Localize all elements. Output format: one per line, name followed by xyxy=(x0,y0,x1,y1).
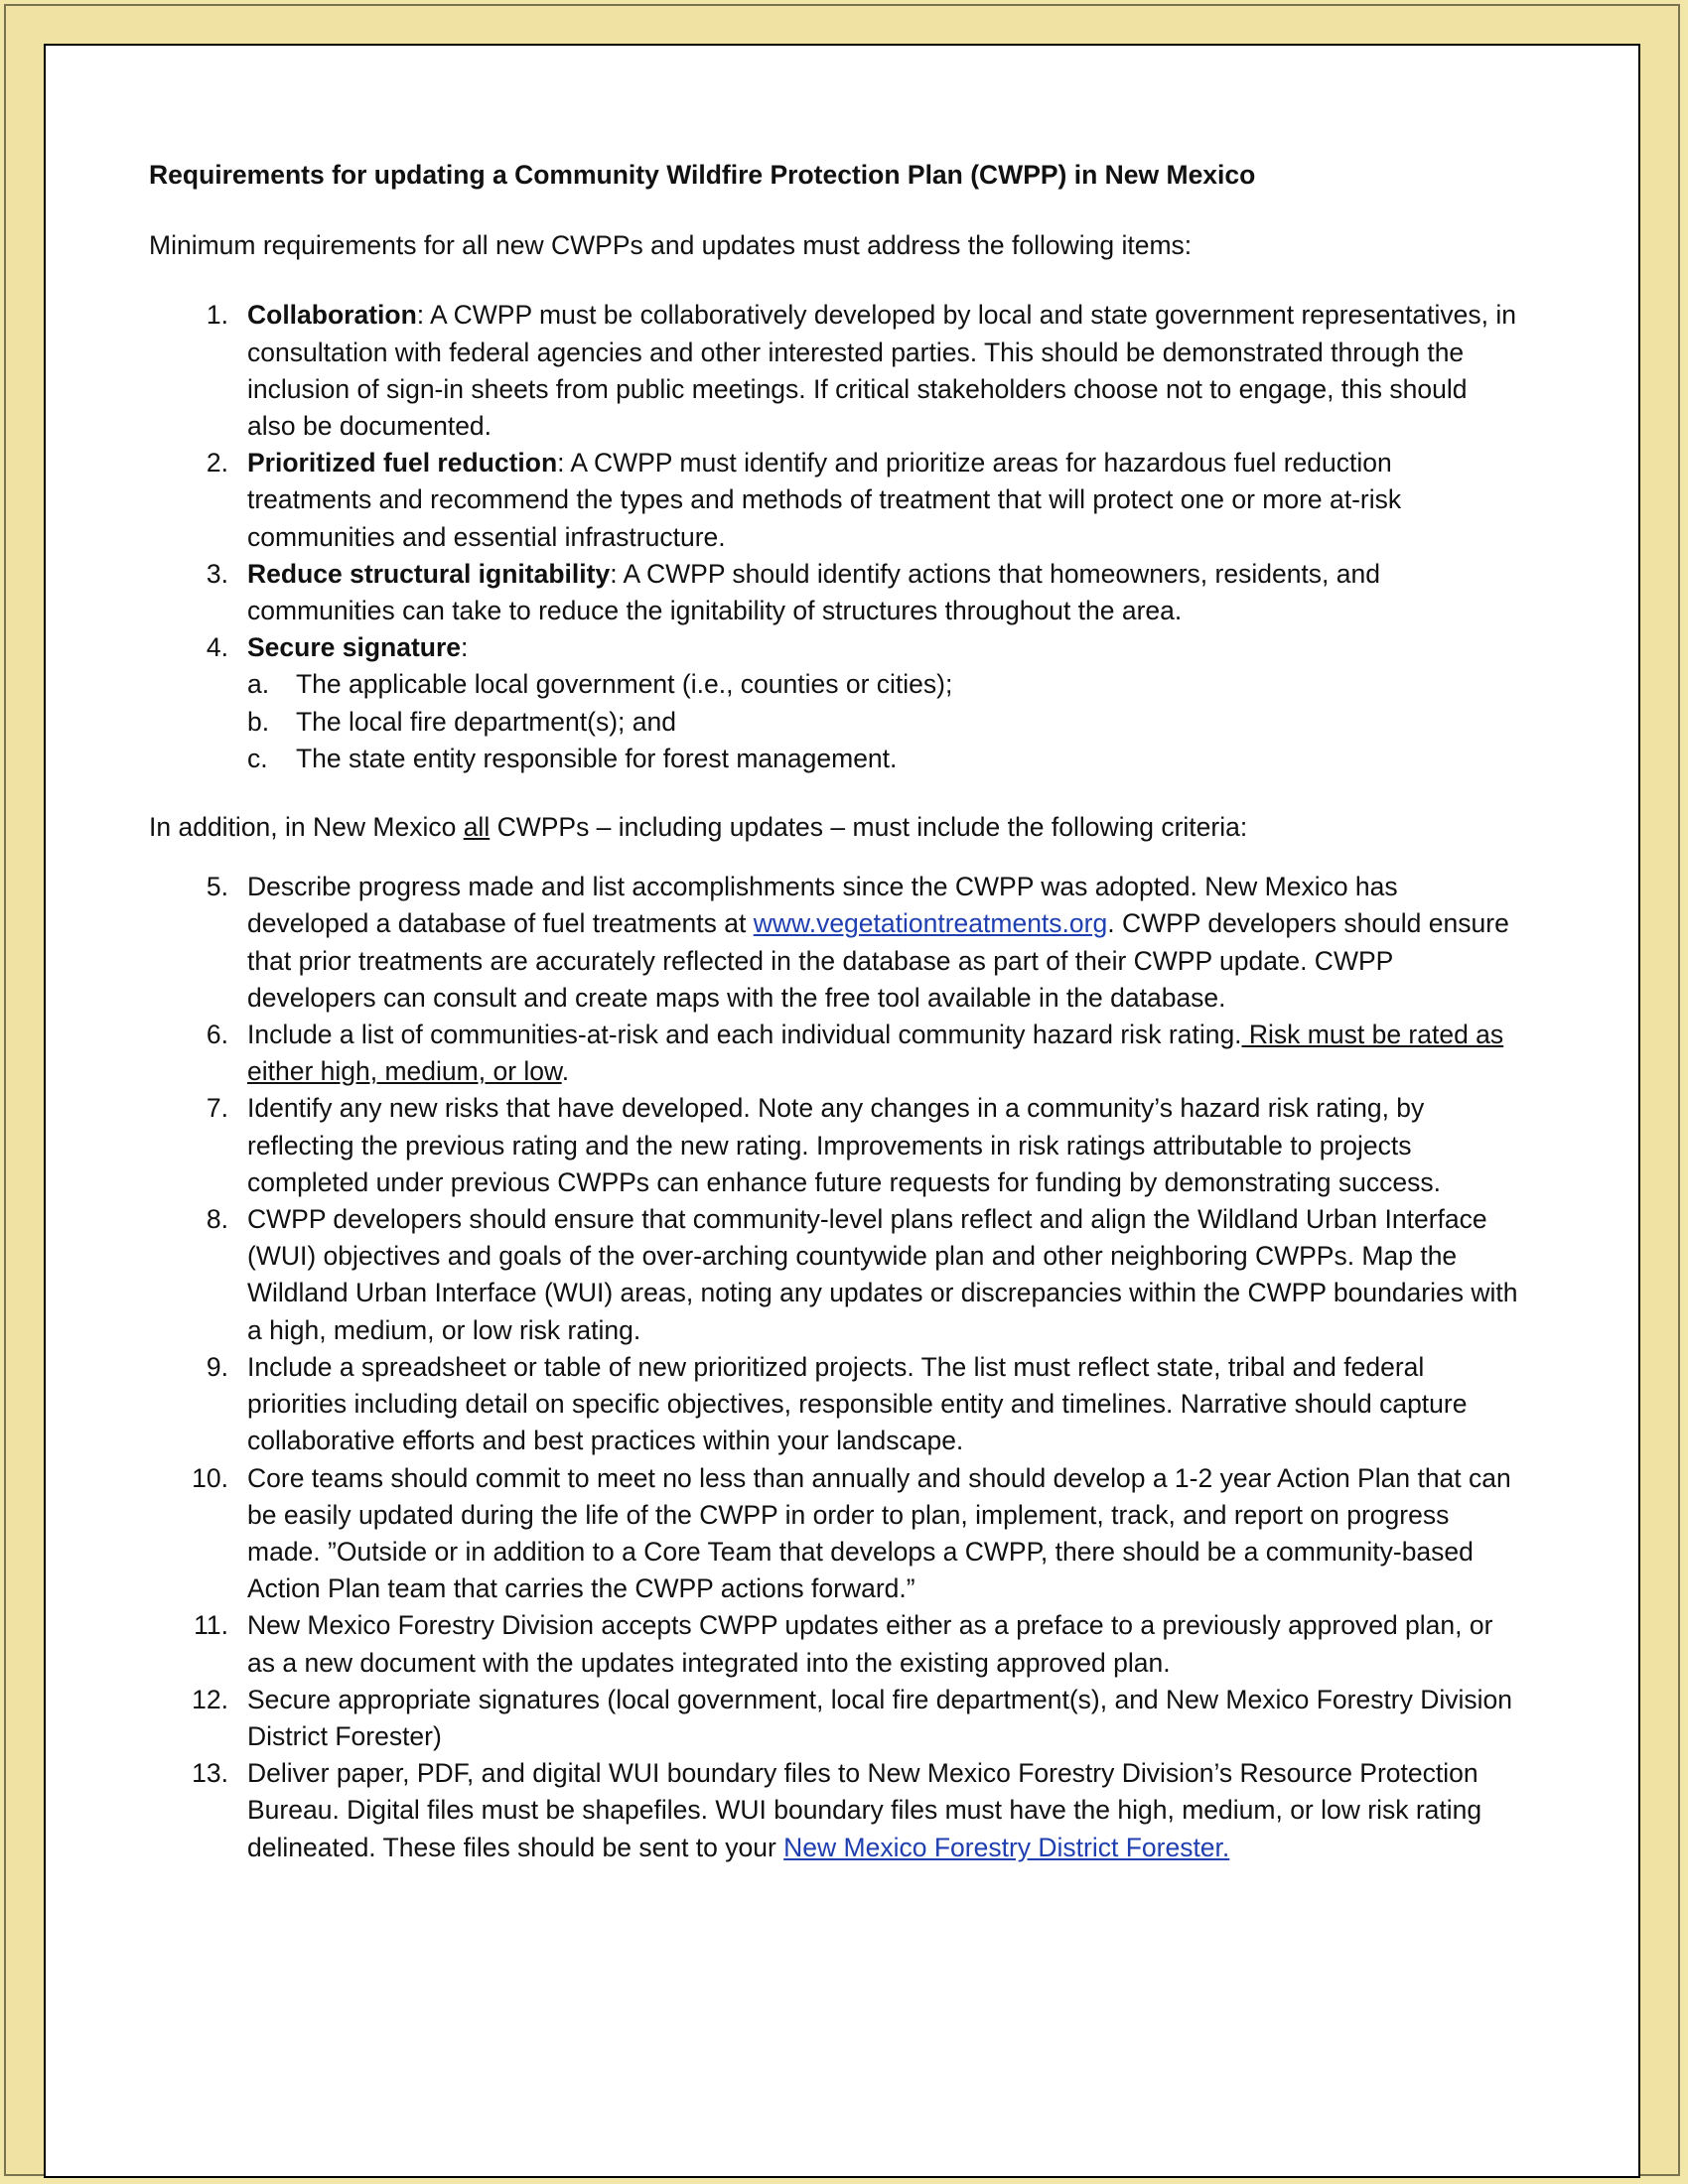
item-number: 2. xyxy=(206,448,228,478)
item-number: 4. xyxy=(206,632,228,663)
item-term: Secure signature xyxy=(247,632,462,663)
sub-item-text: The applicable local government (i.e., counties or cities); xyxy=(296,669,953,700)
item-number: 8. xyxy=(206,1204,228,1235)
item-number: 1. xyxy=(206,300,228,331)
list-item xyxy=(149,1607,1519,1681)
new-mexico-criteria-list xyxy=(149,869,1519,1865)
item-number: 9. xyxy=(206,1351,228,1382)
list-item xyxy=(149,1682,1519,1755)
sub-list-item xyxy=(247,741,1519,777)
sub-item-text: The state entity responsible for forest management. xyxy=(296,743,898,773)
addition-paragraph xyxy=(149,809,1519,846)
list-item xyxy=(149,1755,1519,1866)
document-page xyxy=(44,44,1640,2178)
intro-paragraph: Minimum requirements for all new CWPPs and updates must address the following items: xyxy=(149,230,1193,261)
item-term: Prioritized fuel reduction xyxy=(247,448,558,478)
item-text: Identify any new risks that have developed. Note any changes in a community’s hazard risk rating, by reflecting the previous rating and the new rating. Improvements in risk ratings attributable to projects completed under previous CWPPs can enhance future requests for funding by demonstrating success. xyxy=(247,1093,1441,1197)
item-number: 10. xyxy=(192,1462,228,1493)
list-item xyxy=(149,1460,1519,1608)
item-number: 11. xyxy=(194,1610,228,1641)
item-number: 3. xyxy=(206,558,228,589)
sub-item-letter: c. xyxy=(247,743,268,773)
item-number: 5. xyxy=(206,872,228,902)
addition-text-end: CWPPs – including updates – must include the following criteria: xyxy=(490,812,1248,843)
addition-text-start: In addition, in New Mexico xyxy=(149,812,464,843)
item-text: : A CWPP must identify and prioritize areas for hazardous fuel reduction treatments and recommend the types and methods of treatment that will protect one or more at-risk communities and essential infrastructure. xyxy=(247,448,1402,552)
item-text: : xyxy=(461,632,469,663)
item-text: Include a list of communities-at-risk and each individual community hazard risk rating. xyxy=(247,1020,1242,1050)
item-text-continued: . CWPP developers should ensure that prior treatments are accurately reflected in the database as part of their CWPP update. CWPP developers can consult and create maps with the free tool available in the database. xyxy=(247,908,1509,1013)
sub-list-item xyxy=(247,704,1519,741)
list-item xyxy=(149,556,1519,629)
sub-item-text: The local fire department(s); and xyxy=(296,706,676,737)
risk-rating-underlined-text: Risk must be rated as either high, medium, or low xyxy=(247,1020,1504,1087)
item-text: Describe progress made and list accomplishments since the CWPP was adopted. New Mexico has developed a database of fuel treatments at xyxy=(247,872,1398,939)
item-text-end: . xyxy=(561,1056,570,1087)
item-number: 6. xyxy=(206,1020,228,1050)
list-item xyxy=(149,1201,1519,1349)
item-text: CWPP developers should ensure that community-level plans reflect and align the Wildland Urban Interface (WUI) objectives and goals of the over-arching countywide plan and other neighboring CWPPs. Map the Wildland Urban Interface (WUI) areas, noting any updates or discrepancies within the CWPP boundaries with a high, medium, or low risk rating. xyxy=(247,1204,1518,1345)
vegetation-treatments-link[interactable]: www.vegetationtreatments.org xyxy=(753,908,1108,939)
sub-item-letter: a. xyxy=(247,669,270,700)
sub-item-letter: b. xyxy=(247,706,270,737)
addition-underlined-word: all xyxy=(463,812,491,843)
signature-sublist xyxy=(247,666,1519,777)
list-item xyxy=(149,1349,1519,1460)
list-item xyxy=(149,445,1519,556)
document-title: Requirements for updating a Community Wildfire Protection Plan (CWPP) in New Mexico xyxy=(149,160,1256,190)
list-item xyxy=(149,1090,1519,1201)
item-text: New Mexico Forestry Division accepts CWPP updates either as a preface to a previously approved plan, or as a new document with the updates integrated into the existing approved plan. xyxy=(247,1610,1493,1678)
item-text: : A CWPP must be collaboratively developed by local and state government representatives, in consultation with federal agencies and other interested parties. This should be demonstrated through the inclusion of sign-in sheets from public meetings. If critical stakeholders choose not to engage, this should also be documented. xyxy=(247,300,1517,442)
minimum-requirements-list xyxy=(149,297,1519,777)
sub-list-item xyxy=(247,666,1519,703)
list-item xyxy=(149,297,1519,445)
item-text: Deliver paper, PDF, and digital WUI boundary files to New Mexico Forestry Division’s Resource Protection Bureau. Digital files must be shapefiles. WUI boundary files must have the high, medium, or low risk rating delineated. These files should be sent to your xyxy=(247,1758,1482,1862)
item-text: Core teams should commit to meet no less than annually and should develop a 1-2 year Action Plan that can be easily updated during the life of the CWPP in order to plan, implement, track, and report on progress made. ”Outside or in addition to a Core Team that develops a CWPP, there should be a community-based Action Plan team that carries the CWPP actions forward.” xyxy=(247,1462,1511,1604)
list-item xyxy=(149,1017,1519,1090)
item-term: Reduce structural ignitability xyxy=(247,558,611,589)
item-number: 7. xyxy=(206,1093,228,1124)
list-item xyxy=(149,869,1519,1017)
item-text: Include a spreadsheet or table of new prioritized projects. The list must reflect state, tribal and federal priorities including detail on specific objectives, responsible entity and timelines. Narrative should capture collaborative efforts and best practices within your landscape. xyxy=(247,1351,1468,1456)
item-number: 12. xyxy=(192,1684,228,1714)
district-forester-link[interactable]: New Mexico Forestry District Forester. xyxy=(783,1832,1230,1862)
list-item xyxy=(149,629,1519,777)
item-number: 13. xyxy=(192,1758,228,1789)
item-text: : A CWPP should identify actions that homeowners, residents, and communities can take to reduce the ignitability of structures throughout the area. xyxy=(247,558,1380,626)
item-text: Secure appropriate signatures (local government, local fire department(s), and New Mexico Forestry Division District Forester) xyxy=(247,1684,1513,1751)
item-term: Collaboration xyxy=(247,300,417,331)
document-content xyxy=(149,157,1519,1866)
